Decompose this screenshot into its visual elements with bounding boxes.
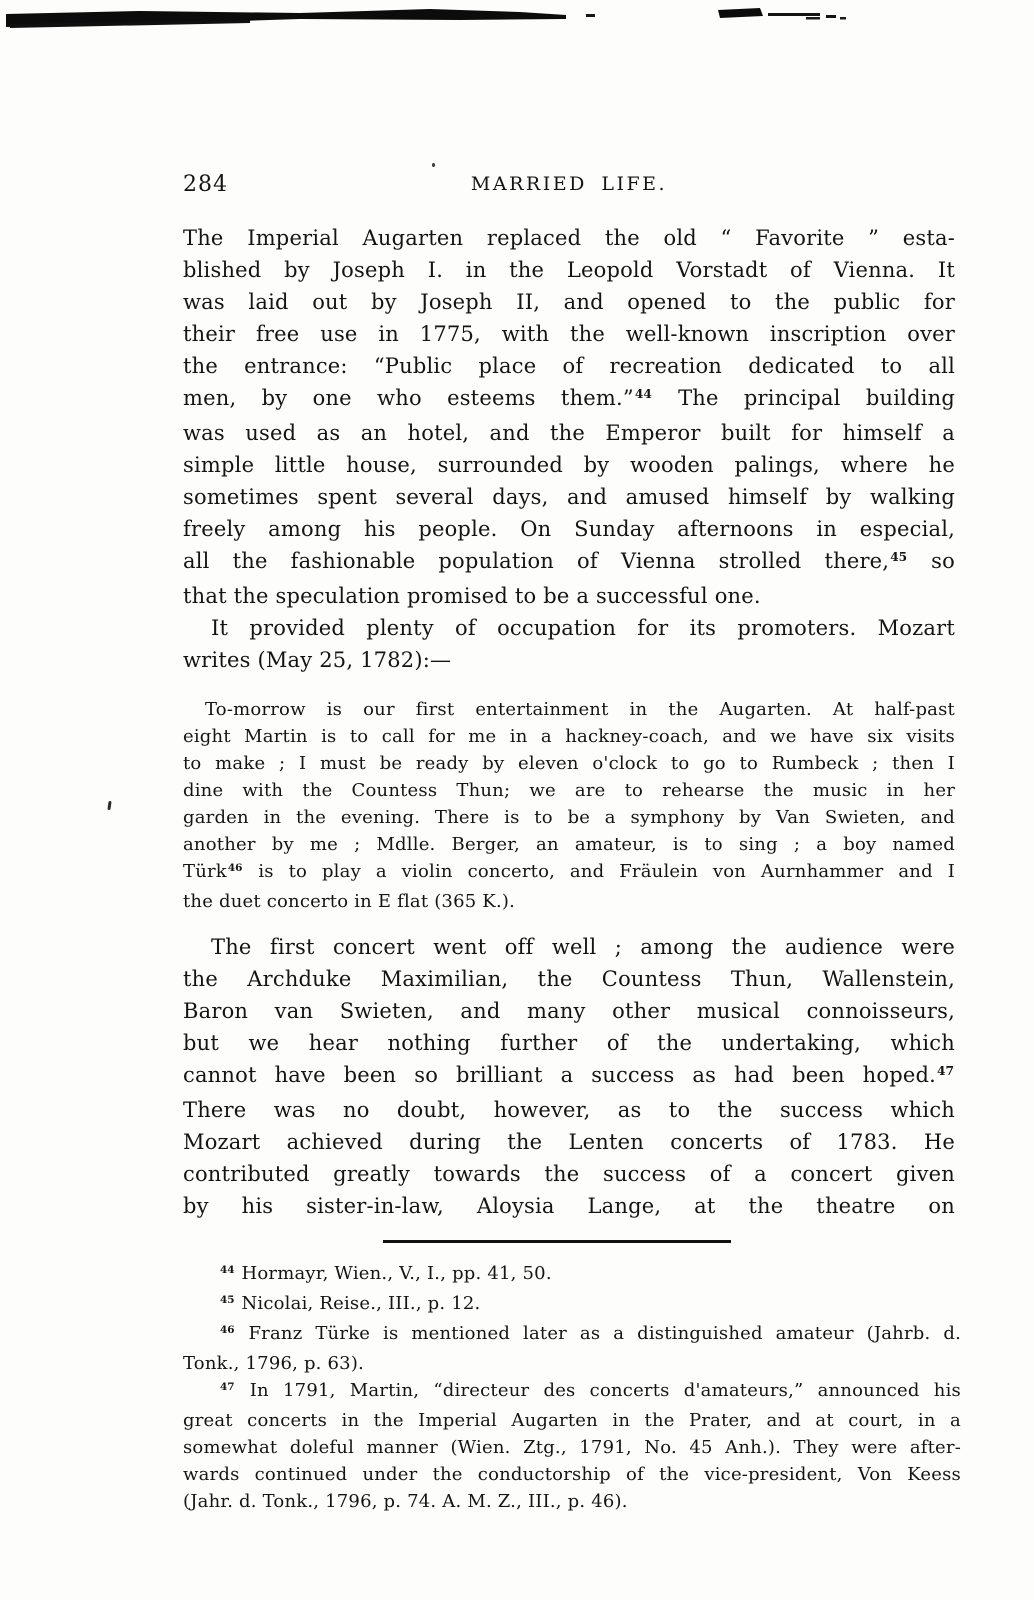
text-line: Mozart achieved during the Lenten concerts of 1783. He	[183, 1130, 955, 1154]
footnote-marker: 46	[220, 1324, 235, 1337]
text-line: freely among his people. On Sunday afternoons in especial,	[183, 517, 955, 541]
text-line: by his sister-in-law, Aloysia Lange, at the theatre on	[183, 1194, 955, 1218]
text-line: Türk$^{46}$ is to play a violin concerto, and Fräulein von Aurnhammer and I	[183, 861, 955, 882]
text-line: sometimes spent several days, and amused himself by walking	[183, 485, 955, 509]
text-line: all the fashionable population of Vienna strolled there,$^{45}$ so	[183, 549, 955, 573]
text-line: simple little house, surrounded by wooden palings, where he	[183, 453, 955, 477]
text-line: To-morrow is our first entertainment in the Augarten. At half-past	[205, 699, 955, 720]
footnote-44	[183, 1260, 961, 1290]
footnote-46	[183, 1320, 961, 1377]
paragraph-1	[183, 222, 955, 612]
scan-artifact-speck	[432, 163, 435, 167]
text-line: contributed greatly towards the success of a concert given	[183, 1162, 955, 1186]
text-line: Tonk., 1796, p. 63).	[183, 1353, 364, 1374]
paragraph-2	[183, 612, 955, 676]
footnote-47	[183, 1377, 961, 1515]
main-text-column	[183, 222, 955, 1222]
scan-artifact-top-edge	[0, 0, 1034, 40]
text-line: to make ; I must be ready by eleven o'clock to go to Rumbeck ; then I	[183, 753, 955, 774]
text-line: great concerts in the Imperial Augarten in the Prater, and at court, in a	[183, 1410, 961, 1431]
footnote-marker: 46	[227, 862, 243, 875]
text-line: It provided plenty of occupation for its promoters. Mozart	[211, 616, 955, 640]
scan-artifact-margin-mark	[107, 801, 111, 810]
page-number: 284	[183, 172, 228, 197]
paragraph-3	[183, 931, 955, 1222]
footnote-marker: 44	[634, 387, 652, 402]
running-head	[183, 170, 955, 198]
text-line: wards continued under the conductorship of the vice-president, Von Keess	[183, 1464, 961, 1485]
mozart-letter-quote	[183, 696, 955, 915]
text-line: the duet concerto in E flat (365 K.).	[183, 891, 516, 912]
text-line: $^{46}$ Franz Türke is mentioned later as a distinguished amateur (Jahrb. d.	[220, 1323, 961, 1344]
text-line: (Jahr. d. Tonk., 1796, p. 74. A. M. Z., III., p. 46).	[183, 1491, 628, 1512]
page-title: MARRIED LIFE.	[470, 173, 668, 195]
text-line: dine with the Countess Thun; we are to rehearse the music in her	[183, 780, 955, 801]
text-line: another by me ; Mdlle. Berger, an amateur, is to sing ; a boy named	[183, 834, 955, 855]
text-line: The first concert went off well ; among the audience were	[211, 935, 955, 959]
footnote-column	[183, 1260, 961, 1515]
text-line: but we hear nothing further of the undertaking, which	[183, 1031, 955, 1055]
footnote-marker: 44	[220, 1264, 235, 1277]
text-line: the Archduke Maximilian, the Countess Thun, Wallenstein,	[183, 967, 955, 991]
text-line: somewhat doleful manner (Wien. Ztg., 1791, No. 45 Anh.). They were after-	[183, 1437, 961, 1458]
text-line: eight Martin is to call for me in a hackney-coach, and we have six visits	[183, 726, 955, 747]
footnote-marker: 45	[890, 550, 908, 565]
text-line: that the speculation promised to be a successful one.	[183, 584, 761, 608]
footnote-marker: 47	[220, 1381, 235, 1394]
text-line: was used as an hotel, and the Emperor built for himself a	[183, 421, 955, 445]
text-line: There was no doubt, however, as to the success which	[183, 1098, 955, 1122]
text-line: $^{45}$ Nicolai, Reise., III., p. 12.	[220, 1293, 481, 1314]
text-line: The Imperial Augarten replaced the old “ Favorite ” esta-	[183, 226, 955, 250]
footnote-marker: 45	[220, 1294, 235, 1307]
footnote-45	[183, 1290, 961, 1320]
footnote-marker: 47	[937, 1064, 954, 1079]
text-line: their free use in 1775, with the well-known inscription over	[183, 322, 955, 346]
text-line: the entrance: “Public place of recreation dedicated to all	[183, 354, 955, 378]
text-line: cannot have been so brilliant a success as had been hoped.$^{47}$	[183, 1063, 954, 1087]
text-line: garden in the evening. There is to be a symphony by Van Swieten, and	[183, 807, 955, 828]
text-line: men, by one who esteems them.”$^{44}$ The principal building	[183, 386, 955, 410]
text-line: writes (May 25, 1782):—	[183, 648, 452, 672]
text-line: Baron van Swieten, and many other musical connoisseurs,	[183, 999, 955, 1023]
text-line: blished by Joseph I. in the Leopold Vorstadt of Vienna. It	[183, 258, 955, 282]
text-line: was laid out by Joseph II, and opened to the public for	[183, 290, 955, 314]
text-line: $^{47}$ In 1791, Martin, “directeur des concerts d'amateurs,” announced his	[220, 1380, 961, 1401]
footnote-separator-rule	[383, 1240, 731, 1243]
text-line: $^{44}$ Hormayr, Wien., V., I., pp. 41, 50.	[220, 1263, 552, 1284]
